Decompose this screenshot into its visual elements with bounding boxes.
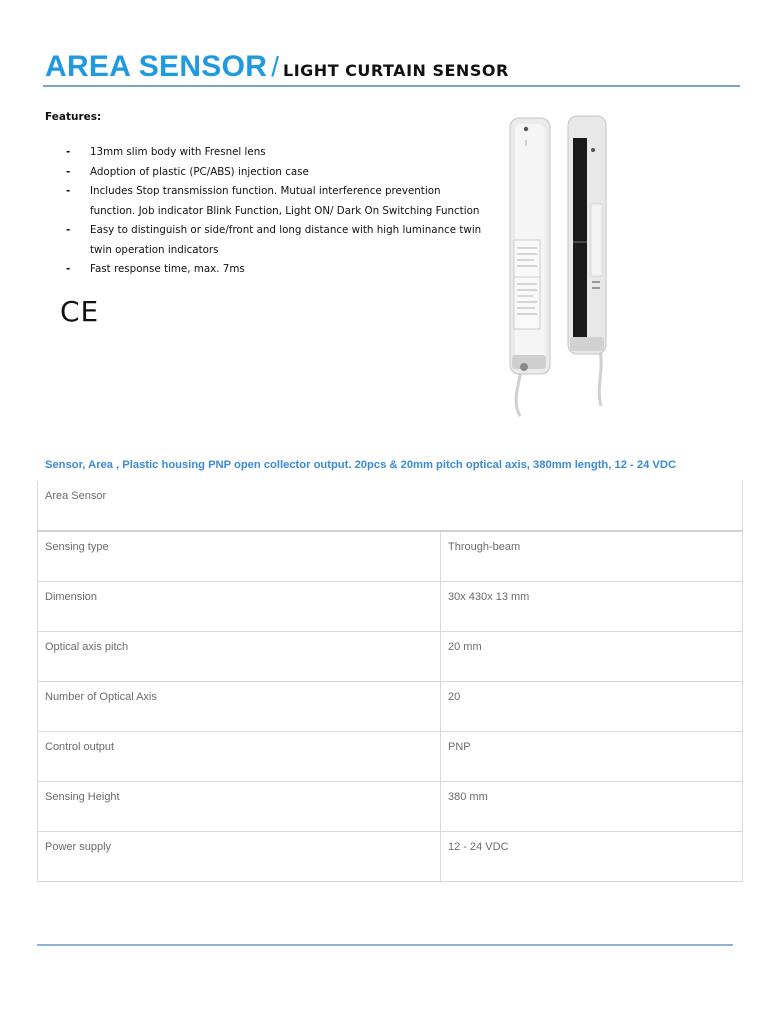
bullet-dash: - <box>66 185 71 197</box>
spec-label: Number of Optical Axis <box>38 682 441 732</box>
feature-text: 13mm slim body with Fresnel lens <box>90 146 266 158</box>
page-title <box>45 50 509 84</box>
feature-item <box>63 163 488 183</box>
table-row <box>38 531 743 582</box>
spec-value: 30x 430x 13 mm <box>441 582 743 632</box>
spec-label: Sensing Height <box>38 782 441 832</box>
feature-text: Fast response time, max. 7ms <box>90 263 245 275</box>
spec-value: 380 mm <box>441 782 743 832</box>
table-row <box>38 832 743 882</box>
spec-label: Sensing type <box>38 531 441 582</box>
feature-text: Includes Stop transmission function. Mutual interference prevention function. Job indicator Blink Function, Light ON/ Dark On Switching Function <box>90 185 480 217</box>
table-row <box>38 582 743 632</box>
table-row <box>38 682 743 732</box>
spec-value: 12 - 24 VDC <box>441 832 743 882</box>
table-header-row <box>38 481 743 531</box>
bullet-dash: - <box>66 165 71 178</box>
table-title: Area Sensor <box>38 481 743 531</box>
footer-divider <box>37 944 733 946</box>
spec-value: Through-beam <box>441 531 743 582</box>
spec-label: Power supply <box>38 832 441 882</box>
feature-item <box>63 221 488 260</box>
spec-value: 20 mm <box>441 632 743 682</box>
spec-caption: Sensor, Area , Plastic housing PNP open collector output. 20pcs & 20mm pitch optical axis, 380mm length, 12 - 24 VDC <box>45 459 677 471</box>
spec-value: PNP <box>441 732 743 782</box>
light-curtain-sensor-photo-icon <box>482 112 632 417</box>
table-row <box>38 732 743 782</box>
bullet-dash: - <box>66 263 71 275</box>
spec-label: Dimension <box>38 582 441 632</box>
title-separator: / <box>271 51 280 82</box>
bullet-dash: - <box>66 146 71 158</box>
ce-mark-icon: CE <box>60 295 100 328</box>
features-heading: Features: <box>45 111 102 123</box>
title-divider <box>43 85 740 87</box>
features-list <box>63 143 488 280</box>
feature-item <box>63 182 488 221</box>
feature-text: Adoption of plastic (PC/ABS) injection case <box>90 165 309 178</box>
title-subtitle: LIGHT CURTAIN SENSOR <box>283 61 509 80</box>
bullet-dash: - <box>66 224 71 236</box>
table-row <box>38 632 743 682</box>
spec-value: 20 <box>441 682 743 732</box>
feature-text: Easy to distinguish or side/front and long distance with high luminance twin twin operation indicators <box>90 224 482 256</box>
spec-table <box>37 481 743 882</box>
feature-item <box>63 143 488 163</box>
feature-item <box>63 260 488 280</box>
title-main: AREA SENSOR <box>45 50 268 83</box>
spec-label: Control output <box>38 732 441 782</box>
table-row <box>38 782 743 832</box>
spec-label: Optical axis pitch <box>38 632 441 682</box>
